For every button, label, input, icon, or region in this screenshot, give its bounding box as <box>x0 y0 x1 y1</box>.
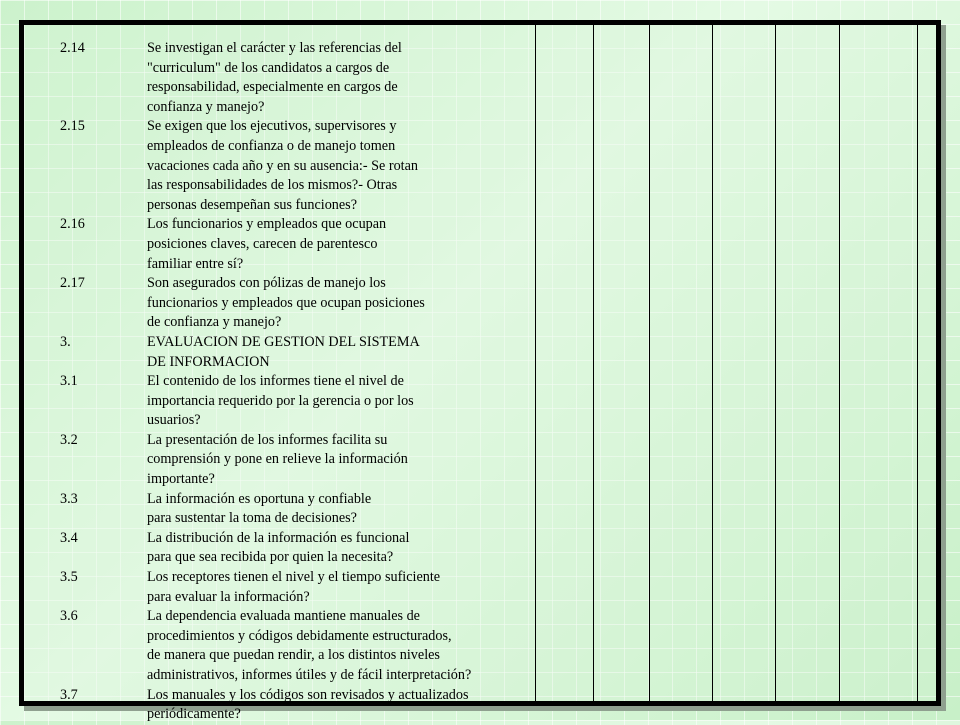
question-text-line: EVALUACION DE GESTION DEL SISTEMA <box>147 333 420 350</box>
question-number: 3.5 <box>60 569 78 586</box>
column-divider <box>839 25 840 701</box>
question-text-line: DE INFORMACION <box>147 353 270 370</box>
question-row <box>60 431 540 490</box>
question-text-line: empleados de confianza o de manejo tomen <box>147 137 396 154</box>
question-number: 3.3 <box>60 490 78 507</box>
question-text-line: importante? <box>147 471 215 488</box>
question-text-line: confianza y manejo? <box>147 98 265 115</box>
column-divider <box>593 25 594 701</box>
column-divider <box>649 25 650 701</box>
question-text-line: las responsabilidades de los mismos?- Otras <box>147 177 398 194</box>
question-text-line: para sustentar la toma de decisiones? <box>147 510 357 527</box>
question-row <box>60 39 540 117</box>
question-number: 2.16 <box>60 216 85 233</box>
question-text-line: responsabilidad, especialmente en cargos de <box>147 79 398 96</box>
question-row <box>60 215 540 274</box>
column-divider <box>917 25 918 701</box>
question-text-line: de manera que puedan rendir, a los distintos niveles <box>147 647 440 664</box>
question-row <box>60 529 540 568</box>
column-divider <box>535 25 536 701</box>
question-row <box>60 686 540 725</box>
question-text-line: Son asegurados con pólizas de manejo los <box>147 275 386 292</box>
question-number: 3.1 <box>60 373 78 390</box>
question-number: 3.4 <box>60 529 78 546</box>
question-text-line: La información es oportuna y confiable <box>147 490 372 507</box>
question-text-line: usuarios? <box>147 412 201 429</box>
question-text-line: para que sea recibida por quien la necesita? <box>147 549 394 566</box>
question-text-line: personas desempeñan sus funciones? <box>147 196 357 213</box>
question-row <box>60 607 540 685</box>
question-text-line: La dependencia evaluada mantiene manuales de <box>147 608 420 625</box>
question-text-line: El contenido de los informes tiene el nivel de <box>147 373 404 390</box>
table-viewport <box>24 25 936 723</box>
question-text-line: vacaciones cada año y en su ausencia:- Se rotan <box>147 157 419 174</box>
question-text-line: administrativos, informes útiles y de fácil interpretación? <box>147 667 472 683</box>
question-row <box>60 372 540 431</box>
question-text-line: Los funcionarios y empleados que ocupan <box>147 216 387 233</box>
question-text-line: La presentación de los informes facilita su <box>147 431 388 448</box>
question-text-line: Los manuales y los códigos son revisados y actualizados <box>147 686 469 703</box>
question-row <box>60 333 540 372</box>
question-number: 3.6 <box>60 608 78 625</box>
question-text-line: periódicamente? <box>147 706 241 723</box>
column-divider <box>712 25 713 701</box>
question-text-line: de confianza y manejo? <box>147 314 282 331</box>
question-number: 2.17 <box>60 275 85 292</box>
question-number: 3.7 <box>60 686 78 703</box>
question-number: 2.14 <box>60 40 85 56</box>
question-text-line: Se exigen que los ejecutivos, supervisores y <box>147 118 397 135</box>
question-number: 3. <box>60 333 71 350</box>
question-text-line: La distribución de la información es funcional <box>147 529 410 546</box>
question-text-line: procedimientos y códigos debidamente estructurados, <box>147 627 452 644</box>
question-number: 3.2 <box>60 431 78 448</box>
question-number: 2.15 <box>60 118 85 135</box>
question-text-line: posiciones claves, carecen de parentesco <box>147 235 378 252</box>
checklist-table <box>19 20 941 723</box>
question-row <box>60 117 540 215</box>
questions-column <box>60 39 540 725</box>
question-text-line: "curriculum" de los candidatos a cargos de <box>147 59 390 76</box>
question-row <box>60 274 540 333</box>
question-row <box>60 568 540 607</box>
question-text-line: Se investigan el carácter y las referencias del <box>147 40 402 56</box>
question-row <box>60 490 540 529</box>
question-text-line: para evaluar la información? <box>147 588 310 605</box>
question-text-line: comprensión y pone en relieve la información <box>147 451 408 468</box>
question-text-line: funcionarios y empleados que ocupan posiciones <box>147 294 425 311</box>
question-text-line: Los receptores tienen el nivel y el tiempo suficiente <box>147 569 441 586</box>
question-text-line: importancia requerido por la gerencia o por los <box>147 392 414 409</box>
column-divider <box>775 25 776 701</box>
question-text-line: familiar entre sí? <box>147 255 244 272</box>
